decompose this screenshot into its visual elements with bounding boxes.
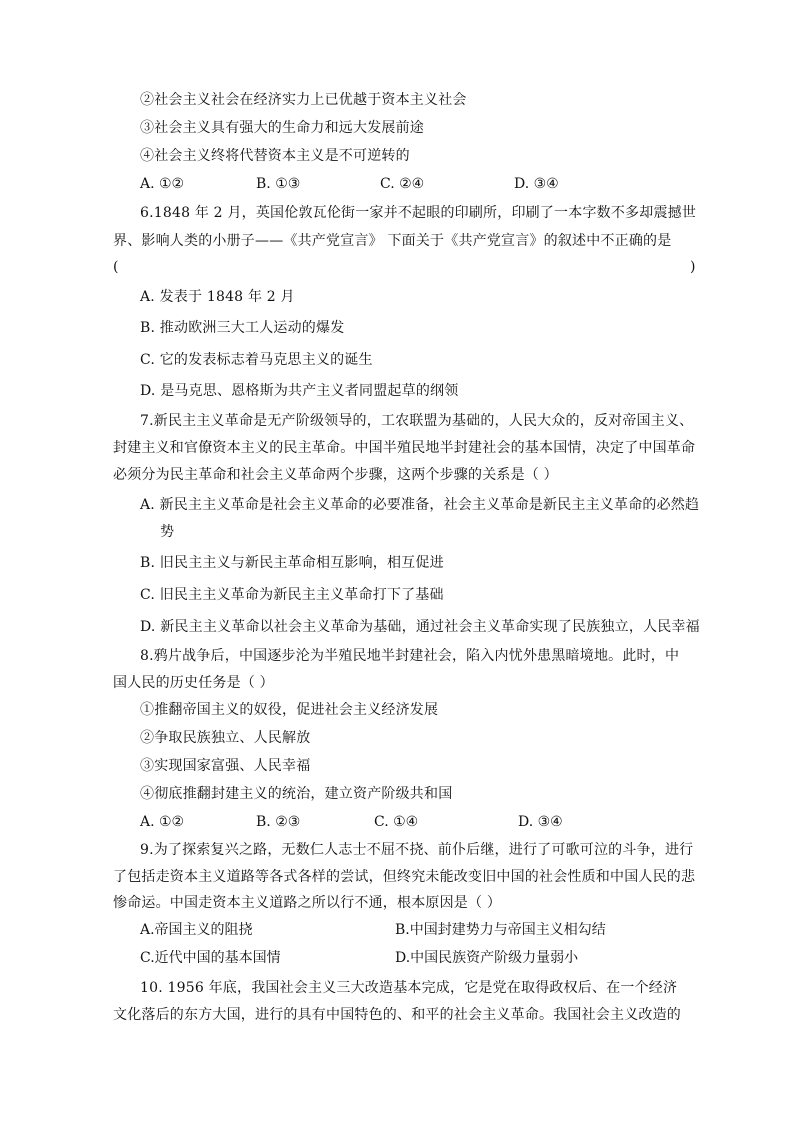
- q6-option-a[interactable]: A. 发表于 1848 年 2 月: [140, 289, 295, 305]
- q7-option-a[interactable]: A. 新民主主义革命是社会主义革命的必要准备，社会主义革命是新民主主义革命的必然趋: [140, 497, 700, 513]
- q5-option-d[interactable]: D. ③④: [514, 176, 559, 192]
- q9-option-c[interactable]: C.近代中国的基本国情: [140, 950, 281, 966]
- q5-item-4: ④社会主义终将代替资本主义是不可逆转的: [140, 148, 410, 164]
- q8-item-3: ③实现国家富强、人民幸福: [140, 758, 311, 774]
- q5-option-b[interactable]: B. ①③: [256, 176, 301, 192]
- q10-stem-line-2: 文化落后的东方大国，进行的具有中国特色的、和平的社会主义革命。我国社会主义改造的: [113, 1007, 681, 1023]
- q7-option-c[interactable]: C. 旧民主主义革命为新民主主义革命打下了基础: [140, 587, 444, 603]
- q7-stem-line-2: 封建主义和官僚资本主义的民主革命。中国半殖民地半封建社会的基本国情，决定了中国革命: [113, 440, 696, 456]
- q8-option-c[interactable]: C. ①④: [374, 814, 419, 830]
- q7-option-b[interactable]: B. 旧民主主义与新民主革命相互影响，相互促进: [140, 555, 444, 571]
- q8-item-4: ④彻底推翻封建主义的统治，建立资产阶级共和国: [140, 786, 453, 802]
- q5-option-a[interactable]: A. ①②: [140, 176, 185, 192]
- q8-option-b[interactable]: B. ②③: [256, 814, 301, 830]
- q7-stem-line-3: 必须分为民主革命和社会主义革命两个步骤，这两个步骤的关系是（ ）: [113, 467, 558, 483]
- q6-stem-line-2: 界、影响人类的小册子——《共产党宣言》 下面关于《共产党宣言》的叙述中不正确的是: [113, 233, 672, 249]
- q8-option-d[interactable]: D. ③④: [518, 814, 563, 830]
- q6-option-b[interactable]: B. 推动欧洲三大工人运动的爆发: [140, 320, 345, 336]
- q9-option-d[interactable]: D.中国民族资产阶级力量弱小: [395, 950, 579, 966]
- q7-option-d[interactable]: D. 新民主主义革命以社会主义革命为基础，通过社会主义革命实现了民族独立，人民幸福: [140, 619, 700, 635]
- q8-stem-line-1: 8.鸦片战争后，中国逐步沦为半殖民地半封建社会，陷入内忧外患黑暗境地。此时，中: [140, 648, 680, 664]
- q9-stem-line-1: 9.为了探索复兴之路，无数仁人志士不屈不挠、前仆后继，进行了可歌可泣的斗争，进行: [140, 842, 694, 858]
- q8-stem-line-2: 国人民的历史任务是（ ）: [113, 675, 274, 691]
- q6-stem-line-1: 6.1848 年 2 月，英国伦敦瓦伦街一家并不起眼的印刷所，印刷了一本字数不多却震撼世: [140, 205, 697, 221]
- q6-answer-paren-left: (: [113, 259, 119, 275]
- q10-stem-line-1: 10. 1956 年底，我国社会主义三大改造基本完成，它是党在取得政权后、在一个经济: [140, 980, 678, 996]
- q5-item-3: ③社会主义具有强大的生命力和远大发展前途: [140, 120, 424, 136]
- q6-answer-paren-right: ): [690, 259, 696, 275]
- q6-option-d[interactable]: D. 是马克思、恩格斯为共产主义者同盟起草的纲领: [140, 383, 459, 399]
- q9-option-b[interactable]: B.中国封建势力与帝国主义相勾结: [395, 922, 606, 938]
- q7-stem-line-1: 7.新民主主义革命是无产阶级领导的，工农联盟为基础的，人民大众的，反对帝国主义、: [140, 413, 694, 429]
- q5-item-2: ②社会主义社会在经济实力上已优越于资本主义社会: [140, 92, 467, 108]
- q9-option-a[interactable]: A.帝国主义的阻挠: [140, 922, 253, 938]
- q9-stem-line-3: 惨命运。中国走资本主义道路之所以行不通，根本原因是（ ）: [113, 895, 502, 911]
- q7-option-a-cont: 势: [160, 524, 175, 540]
- q6-option-c[interactable]: C. 它的发表标志着马克思主义的诞生: [140, 352, 373, 368]
- q8-option-a[interactable]: A. ①②: [140, 814, 185, 830]
- q5-option-c[interactable]: C. ②④: [380, 176, 425, 192]
- q9-stem-line-2: 了包括走资本主义道路等各式各样的尝试，但终究未能改变旧中国的社会性质和中国人民的悲: [113, 869, 696, 885]
- q8-item-2: ②争取民族独立、人民解放: [140, 730, 311, 746]
- q8-item-1: ①推翻帝国主义的奴役，促进社会主义经济发展: [140, 702, 439, 718]
